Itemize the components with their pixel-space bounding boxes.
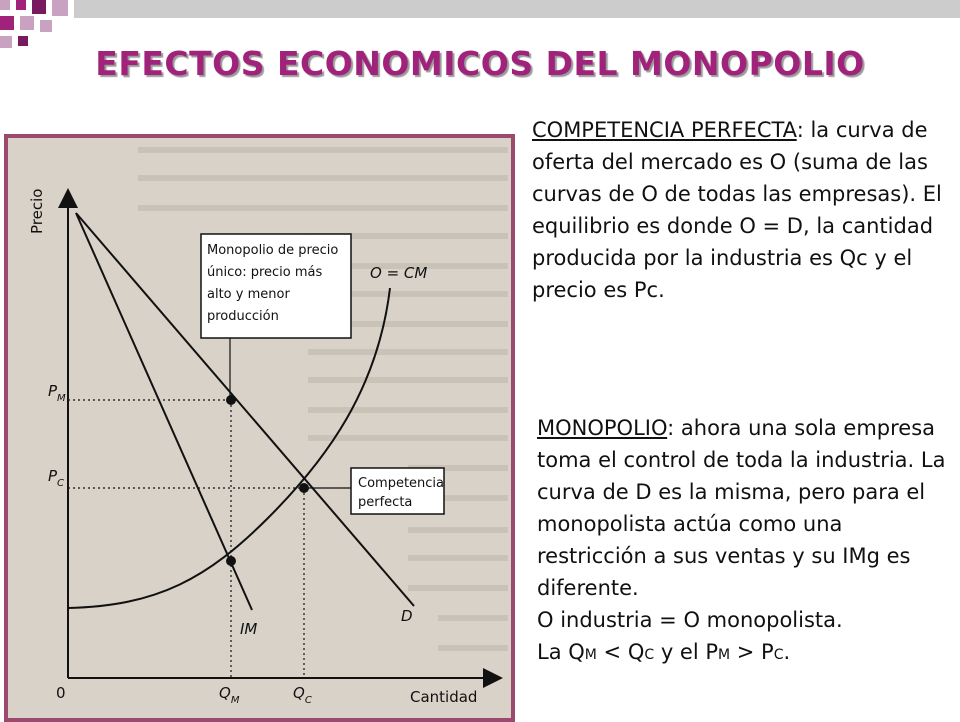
pc-label: P — [48, 467, 58, 485]
competition-explanation — [532, 114, 952, 306]
pm-subscript: M — [57, 393, 66, 404]
ineq-text-5: . — [783, 640, 791, 664]
x-axis-label: Cantidad — [410, 688, 478, 706]
ineq-sub-3: M — [718, 647, 731, 663]
monopoly-heading: MONOPOLIO — [537, 416, 668, 440]
monopoly-callout-line-2: único: precio más — [207, 265, 323, 280]
mr-mc-intersection — [226, 556, 236, 566]
competitive-equilibrium-point — [299, 483, 309, 493]
demand-curve-label: D — [401, 607, 413, 625]
competition-callout-line-2: perfecta — [358, 495, 413, 510]
svg-text:PC — [48, 467, 64, 489]
ineq-text-2: < Q — [596, 640, 645, 664]
monopoly-body: : ahora una sola empresa toma el control de toda la industria. La curva de D es la misma, pero para el monopolista actúa como una restricción a sus ventas y su IMg es diferente. — [537, 416, 946, 600]
monopoly-line-3 — [537, 636, 952, 671]
ineq-sub-1: M — [584, 647, 597, 663]
svg-text:PM — [48, 382, 66, 404]
ineq-sub-4: C — [773, 647, 784, 663]
pm-label: P — [48, 382, 58, 400]
slide-title: EFECTOS ECONOMICOS DEL MONOPOLIO — [95, 44, 865, 83]
competition-callout-line-1: Competencia — [358, 476, 445, 491]
y-axis-label: Precio — [28, 188, 46, 234]
qm-label: Q — [219, 684, 231, 702]
ineq-sub-2: C — [644, 647, 655, 663]
competition-body: : la curva de oferta del mercado es O (suma de las curvas de O de todas las empresas). El equilibrio es donde O = D, la cantidad producida por la industria es Qc y el precio es Pc. — [532, 118, 942, 302]
svg-text:QC — [293, 684, 312, 706]
origin-label: 0 — [56, 684, 66, 702]
qc-label: Q — [293, 684, 305, 702]
monopoly-callout-line-1: Monopolio de precio — [207, 243, 339, 258]
diagram-svg — [8, 138, 511, 718]
monopoly-explanation — [537, 412, 952, 671]
ineq-text-3: y el P — [654, 640, 719, 664]
svg-text:QM — [219, 684, 240, 706]
competition-heading: COMPETENCIA PERFECTA — [532, 118, 797, 142]
monopoly-callout-line-3: alto y menor — [207, 287, 290, 302]
monopoly-callout-line-4: producción — [207, 309, 279, 324]
monopoly-diagram — [4, 134, 515, 722]
marginal-revenue-label: IM — [240, 620, 258, 638]
qc-subscript: C — [304, 695, 312, 706]
scan-background-lines — [138, 150, 508, 648]
monopoly-point — [226, 395, 236, 405]
supply-curve-label: O = CM — [370, 264, 428, 282]
qm-subscript: M — [230, 695, 240, 706]
ineq-text-4: > P — [730, 640, 774, 664]
ineq-text-1: La Q — [537, 640, 585, 664]
monopoly-line-2: O industria = O monopolista. — [537, 608, 843, 632]
pc-subscript: C — [57, 478, 65, 489]
